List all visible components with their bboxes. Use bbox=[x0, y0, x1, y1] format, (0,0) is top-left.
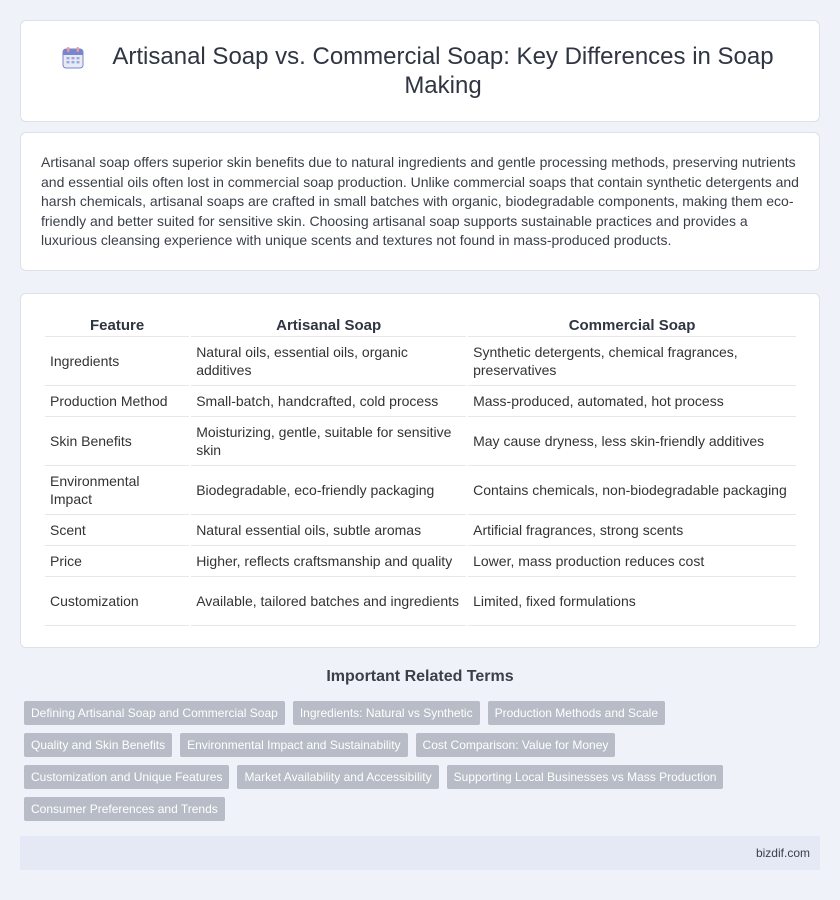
related-term-tag[interactable]: Consumer Preferences and Trends bbox=[24, 797, 225, 821]
related-term-tag[interactable]: Supporting Local Businesses vs Mass Production bbox=[447, 765, 724, 789]
table-cell-commercial: Contains chemicals, non-biodegradable packaging bbox=[468, 466, 796, 515]
table-cell-commercial: Lower, mass production reduces cost bbox=[468, 546, 796, 577]
calendar-icon bbox=[61, 46, 85, 75]
header-artisanal: Artisanal Soap bbox=[191, 314, 466, 337]
table-header-row bbox=[45, 314, 796, 337]
table-cell-artisanal: Available, tailored batches and ingredients bbox=[191, 577, 466, 626]
related-term-tag[interactable]: Cost Comparison: Value for Money bbox=[416, 733, 616, 757]
related-term-tag[interactable]: Quality and Skin Benefits bbox=[24, 733, 172, 757]
related-term-tag[interactable]: Defining Artisanal Soap and Commercial Soap bbox=[24, 701, 285, 725]
table-row bbox=[45, 466, 796, 515]
footer-bar bbox=[20, 836, 820, 870]
table-cell-artisanal: Natural essential oils, subtle aromas bbox=[191, 515, 466, 546]
table-row bbox=[45, 515, 796, 546]
table-cell-artisanal: Small-batch, handcrafted, cold process bbox=[191, 386, 466, 417]
related-term-tag[interactable]: Market Availability and Accessibility bbox=[237, 765, 438, 789]
table-cell-feature: Production Method bbox=[45, 386, 189, 417]
table-cell-artisanal: Natural oils, essential oils, organic additives bbox=[191, 337, 466, 386]
page-title: Artisanal Soap vs. Commercial Soap: Key Differences in Soap Making bbox=[112, 43, 774, 99]
header-commercial: Commercial Soap bbox=[468, 314, 796, 337]
table-row bbox=[45, 386, 796, 417]
table-cell-feature: Ingredients bbox=[45, 337, 189, 386]
related-terms-title: Important Related Terms bbox=[326, 668, 514, 685]
table-cell-artisanal: Higher, reflects craftsmanship and quality bbox=[191, 546, 466, 577]
table-row bbox=[45, 337, 796, 386]
table-cell-commercial: Synthetic detergents, chemical fragrances, preservatives bbox=[468, 337, 796, 386]
table-cell-commercial: May cause dryness, less skin-friendly additives bbox=[468, 417, 796, 466]
table-cell-artisanal: Moisturizing, gentle, suitable for sensitive skin bbox=[191, 417, 466, 466]
table-cell-feature: Scent bbox=[45, 515, 189, 546]
comparison-table-card bbox=[20, 293, 820, 648]
footer-site-link[interactable]: bizdif.com bbox=[755, 846, 810, 860]
header-feature: Feature bbox=[45, 314, 189, 337]
intro-card bbox=[20, 132, 820, 271]
table-cell-feature: Price bbox=[45, 546, 189, 577]
comparison-table bbox=[43, 314, 798, 626]
table-cell-feature: Customization bbox=[45, 577, 189, 626]
table-row bbox=[45, 417, 796, 466]
related-terms-list bbox=[24, 701, 814, 829]
intro-paragraph: Artisanal soap offers superior skin benefits due to natural ingredients and gentle processing methods, preserving nutrients and essential oils often lost in commercial soap production. Unlike commercial soaps that contain synthetic detergents and harsh chemicals, artisanal soaps are crafted in small batches with organic, biodegradable components, making them eco-friendly and better suited for sensitive skin. Choosing artisanal soap supports sustainable practices and provides a luxurious cleansing experience with unique scents and textures not found in mass-produced products. bbox=[41, 154, 799, 249]
table-cell-feature: Skin Benefits bbox=[45, 417, 189, 466]
table-cell-artisanal: Biodegradable, eco-friendly packaging bbox=[191, 466, 466, 515]
header-card bbox=[20, 20, 820, 122]
related-term-tag[interactable]: Environmental Impact and Sustainability bbox=[180, 733, 407, 757]
related-term-tag[interactable]: Ingredients: Natural vs Synthetic bbox=[293, 701, 480, 725]
table-cell-feature: Environmental Impact bbox=[45, 466, 189, 515]
related-term-tag[interactable]: Production Methods and Scale bbox=[488, 701, 665, 725]
table-row bbox=[45, 577, 796, 626]
table-cell-commercial: Mass-produced, automated, hot process bbox=[468, 386, 796, 417]
table-cell-commercial: Artificial fragrances, strong scents bbox=[468, 515, 796, 546]
title-wrap bbox=[61, 42, 779, 100]
table-row bbox=[45, 546, 796, 577]
related-term-tag[interactable]: Customization and Unique Features bbox=[24, 765, 229, 789]
table-cell-commercial: Limited, fixed formulations bbox=[468, 577, 796, 626]
